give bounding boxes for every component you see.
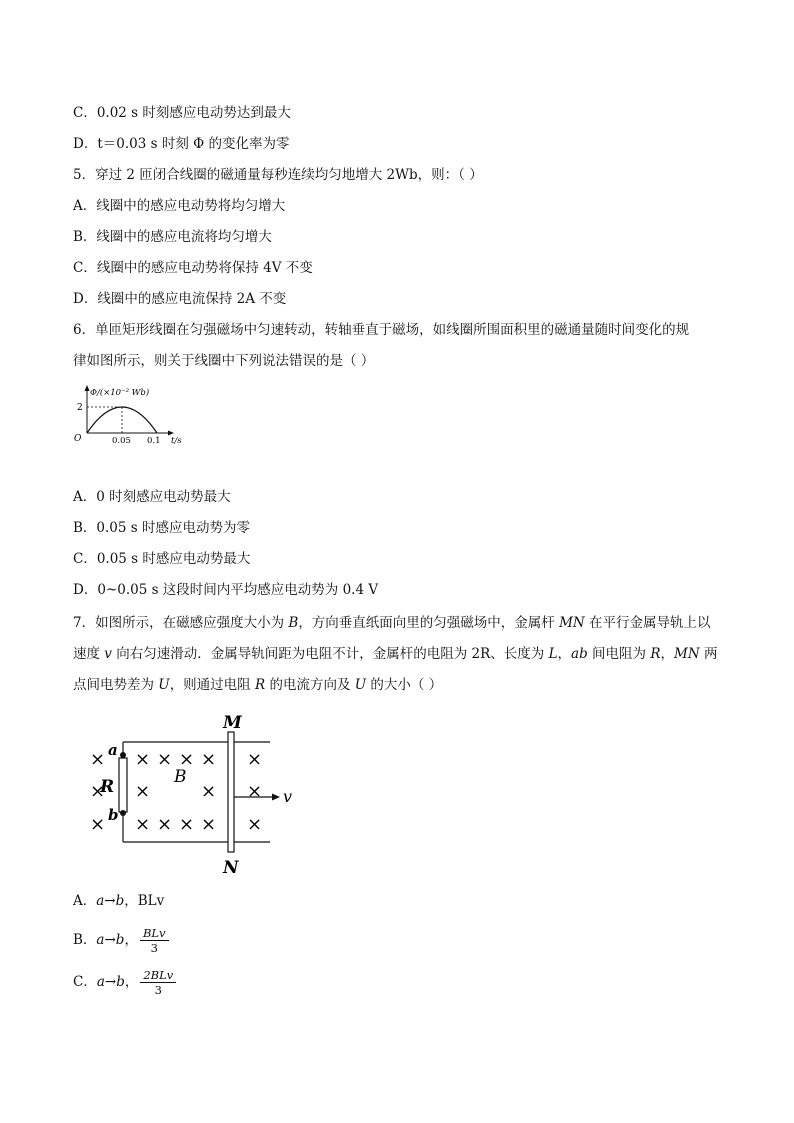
text: 在平行金属导轨上以: [584, 615, 711, 631]
option-letter: A．: [73, 893, 97, 909]
separator: ，: [124, 932, 138, 948]
var-ab: ab: [571, 646, 588, 662]
label-v: v: [283, 787, 293, 806]
fraction: [140, 926, 169, 955]
q7-stem-line3: [73, 676, 442, 694]
q6-stem-line2: 律如图所示，则关于线圈中下列说法错误的是（ ）: [73, 353, 375, 369]
resistor-R: [119, 758, 127, 812]
rod-MN: [228, 732, 234, 852]
q5-option-c: C．线圈中的感应电动势将保持 4V 不变: [73, 260, 313, 276]
velocity-arrow-head: [272, 794, 280, 801]
var-MN: MN: [559, 615, 585, 631]
q6-option-a: A．0 时刻感应电动势最大: [73, 489, 231, 505]
field-cross: ×: [179, 814, 195, 835]
q4-option-d: D．t＝0.03 s 时刻 Φ 的变化率为零: [73, 136, 290, 152]
field-cross: ×: [201, 749, 217, 770]
q7-stem-line2: [73, 645, 717, 663]
q6-stem-line1: 6．单匝矩形线圈在匀强磁场中匀速转动，转轴垂直于磁场，如线圈所围面积里的磁通量随时间变化的规: [73, 322, 690, 338]
field-cross: ×: [135, 749, 151, 770]
option-letter: C．: [73, 974, 97, 990]
q7-stem-line1: [73, 614, 711, 632]
label-b: b: [108, 806, 119, 824]
field-cross: ×: [247, 781, 263, 802]
var-v: v: [104, 646, 112, 662]
var-B: B: [288, 615, 299, 631]
label-B: B: [174, 767, 187, 787]
terminal-a: [120, 752, 126, 758]
label-R: R: [100, 777, 115, 797]
text: 7．如图所示，在磁感应强度大小为: [73, 615, 289, 631]
text: 点间电势差为: [73, 677, 159, 693]
q7-option-c: [73, 968, 176, 997]
option-letter: B．: [73, 932, 97, 948]
graph-x-arrow: [168, 431, 174, 436]
text: 向右匀速滑动．金属导轨间距为电阻不计，金属杆的电阻为 2R、长度为: [111, 646, 549, 662]
graph-y-arrow: [85, 385, 90, 391]
numerator: BLv: [140, 926, 169, 941]
q5-option-a: A．线圈中的感应电动势将均匀增大: [73, 198, 286, 214]
var-U: U: [158, 677, 170, 693]
field-cross: ×: [90, 749, 106, 770]
field-cross: ×: [179, 749, 195, 770]
graph-origin: O: [74, 434, 82, 444]
q7-circuit-figure: [80, 710, 310, 880]
option-value: ，BLv: [124, 893, 165, 909]
label-N: N: [223, 858, 239, 878]
text: ，则通过电阻: [169, 677, 255, 693]
graph-y-tick: 2: [77, 403, 83, 413]
text: 的电流方向及: [265, 677, 355, 693]
field-cross: ×: [90, 814, 106, 835]
label-M: M: [223, 713, 242, 733]
var-MN: MN: [674, 646, 700, 662]
var-U: U: [354, 677, 367, 693]
text: ，方向垂直纸面向里的匀强磁场中，金属杆: [298, 615, 560, 631]
text: 速度: [73, 646, 105, 662]
field-cross: ×: [135, 781, 151, 802]
current-direction: a→b: [96, 932, 125, 948]
field-cross: ×: [157, 814, 173, 835]
q7-option-a: [73, 892, 164, 910]
q5-stem: 5．穿过 2 匝闭合线圈的磁通量每秒连续均匀地增大 2Wb，则：（ ）: [73, 167, 483, 183]
field-cross: ×: [90, 781, 106, 802]
text: 的大小（ ）: [366, 677, 443, 693]
var-R: R: [254, 677, 266, 693]
graph-ylabel: Φ/(×10⁻² Wb): [90, 388, 150, 398]
q7-option-b: [73, 926, 169, 955]
text: 两: [699, 646, 718, 662]
q4-option-c: C．0.02 s 时刻感应电动势达到最大: [73, 105, 291, 121]
q6-option-c: C．0.05 s 时感应电动势最大: [73, 551, 251, 567]
q5-option-b: B．线圈中的感应电流将均匀增大: [73, 229, 272, 245]
current-direction: a→b: [96, 974, 125, 990]
q6-option-d: D．0~0.05 s 这段时间内平均感应电动势为 0.4 V: [73, 582, 379, 598]
graph-x-tick-2: 0.1: [147, 436, 161, 445]
numerator: 2BLv: [140, 968, 176, 983]
field-cross: ×: [247, 814, 263, 835]
label-a: a: [108, 741, 118, 759]
text: ，: [660, 646, 675, 662]
field-cross: ×: [157, 749, 173, 770]
graph-x-tick-1: 0.05: [112, 436, 131, 445]
denominator: 3: [154, 983, 162, 997]
text: ，: [557, 646, 572, 662]
field-cross: ×: [201, 814, 217, 835]
field-cross: ×: [201, 781, 217, 802]
q6-flux-graph: [72, 383, 202, 445]
q5-option-d: D．线圈中的感应电流保持 2A 不变: [73, 291, 287, 307]
denominator: 3: [150, 941, 158, 955]
graph-xlabel: t/s: [171, 436, 182, 445]
fraction: [140, 968, 176, 997]
field-cross: ×: [247, 749, 263, 770]
q6-option-b: B．0.05 s 时感应电动势为零: [73, 520, 250, 536]
current-direction: a→b: [96, 893, 125, 909]
var-L: L: [548, 646, 558, 662]
terminal-b: [120, 810, 126, 816]
text: 间电阻为: [587, 646, 651, 662]
var-R: R: [650, 646, 661, 662]
separator: ，: [124, 974, 139, 990]
field-cross: ×: [135, 814, 151, 835]
